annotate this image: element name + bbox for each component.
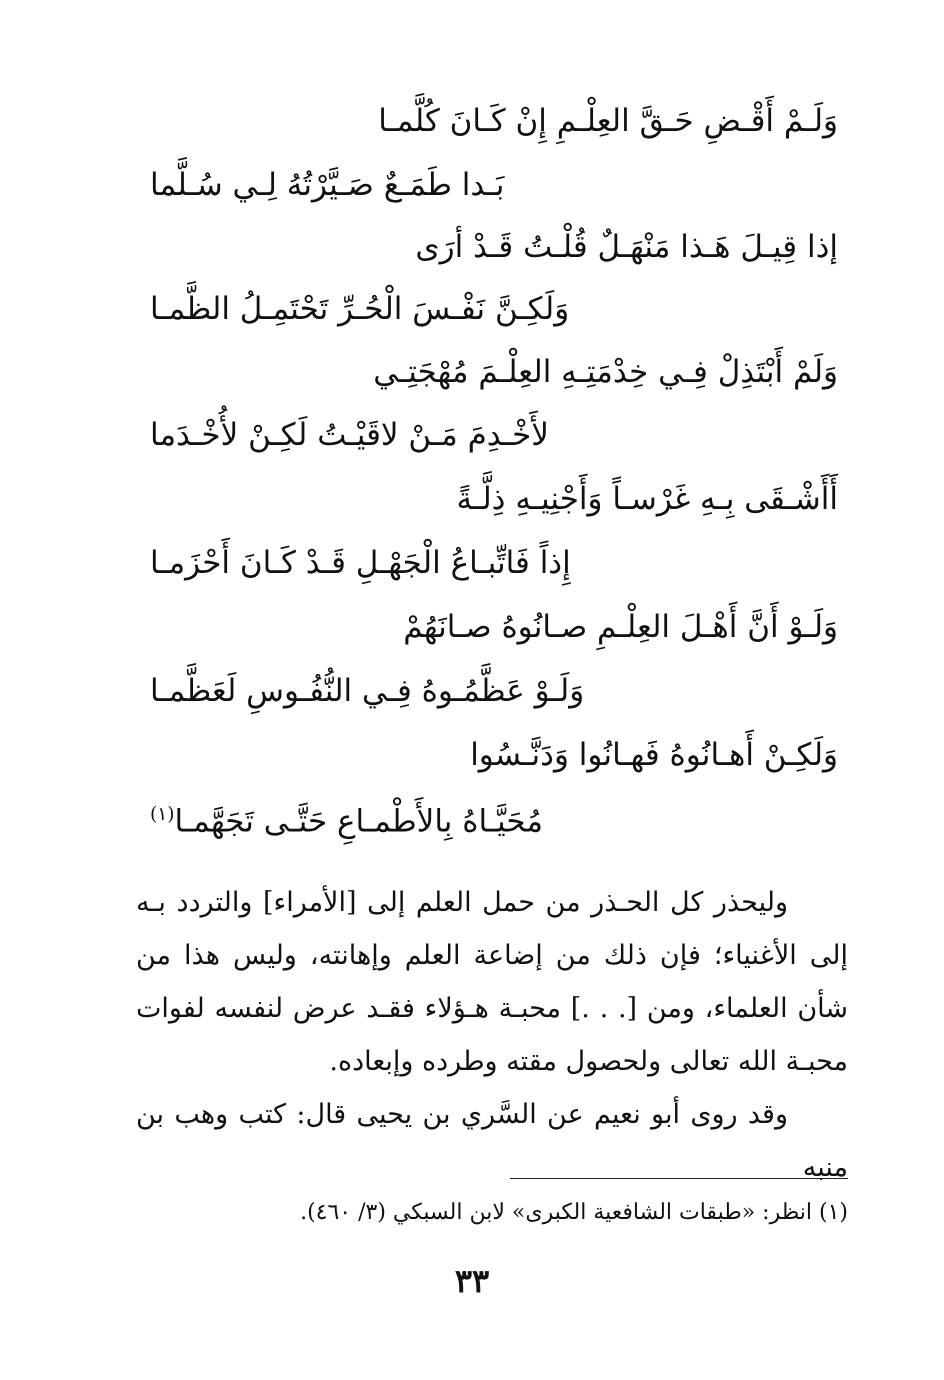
verse-line-with-note xyxy=(150,803,544,840)
prose-body xyxy=(136,876,848,1194)
verse-line: وَلَـوْ عَظَّمُـوهُ فِـي النُّفُـوسِ لَعَظَّمـا xyxy=(150,673,585,709)
paragraph: وقد روى أبو نعيم عن السَّري بن يحيى قال: كتب وهب بن منبه xyxy=(136,1099,848,1183)
page-number: ٣٣ xyxy=(454,1262,490,1300)
verse-line: وَلَكِـنْ أَهـانُوهُ فَهـانُوا وَدَنَّـسُوا xyxy=(470,737,838,773)
footnote-marker: (١) xyxy=(150,804,175,825)
footnote: (١) انظر: «طبقات الشافعية الكبرى» لابن السبكي (٣/ ٤٦٠). xyxy=(300,1200,848,1225)
verse-line: وَلَكِـنَّ نَفْـسَ الْحُـرِّ تَحْتَمِـلُ الظَّمـا xyxy=(150,291,570,327)
verse-line: بَـدا طَمَـعٌ صَـيَّرْتُهُ لِـي سُـلَّما xyxy=(150,167,505,203)
verse-line: لأَخْـدِمَ مَـنْ لاقَيْـتُ لَكِـنْ لأُخْـدَما xyxy=(150,417,549,453)
verse-line: إِذاً فَاتِّبـاعُ الْجَهْـلِ قَـدْ كَـانَ أَحْزَمـا xyxy=(150,545,571,581)
footnote-separator xyxy=(510,1178,848,1179)
verse-line: أَأَشْـقَى بِـهِ غَرْسـاً وَأَجْنِيـهِ ذِلَّـةً xyxy=(456,481,838,517)
verse-line: وَلَـمْ أَقْـضِ حَـقَّ العِلْـمِ إِنْ كَـانَ كُلَّمـا xyxy=(378,103,838,139)
verse-line: إذا قِيـلَ هَـذا مَنْهَـلٌ قُلْـتُ قَـدْ أرَى xyxy=(415,229,838,265)
paragraph: وليحذر كل الحـذر من حمل العلم إلى [الأمراء] والتردد بـه إلى الأغنياء؛ فإن ذلك من إضاعة العلم وإهانته، وليس هذا من شأن العلماء، ومن [. . .] محبـة هـؤلاء فقـد عرض لنفسه لفوات محبـة الله تعالى ولحصول مقته وطرده وإبعاده. xyxy=(136,887,848,1077)
verse-text: مُحَيَّـاهُ بِالأَطْمـاعِ حَتَّـى تَجَهَّمـا xyxy=(174,803,544,840)
verse-line: وَلَمْ أَبْتَذِلْ فِـي خِدْمَتِـهِ العِلْـمَ مُهْجَتِـي xyxy=(373,354,838,390)
verse-line: وَلَـوْ أَنَّ أَهْـلَ العِلْـمِ صـانُوهُ صـانَهُمْ xyxy=(403,609,838,645)
